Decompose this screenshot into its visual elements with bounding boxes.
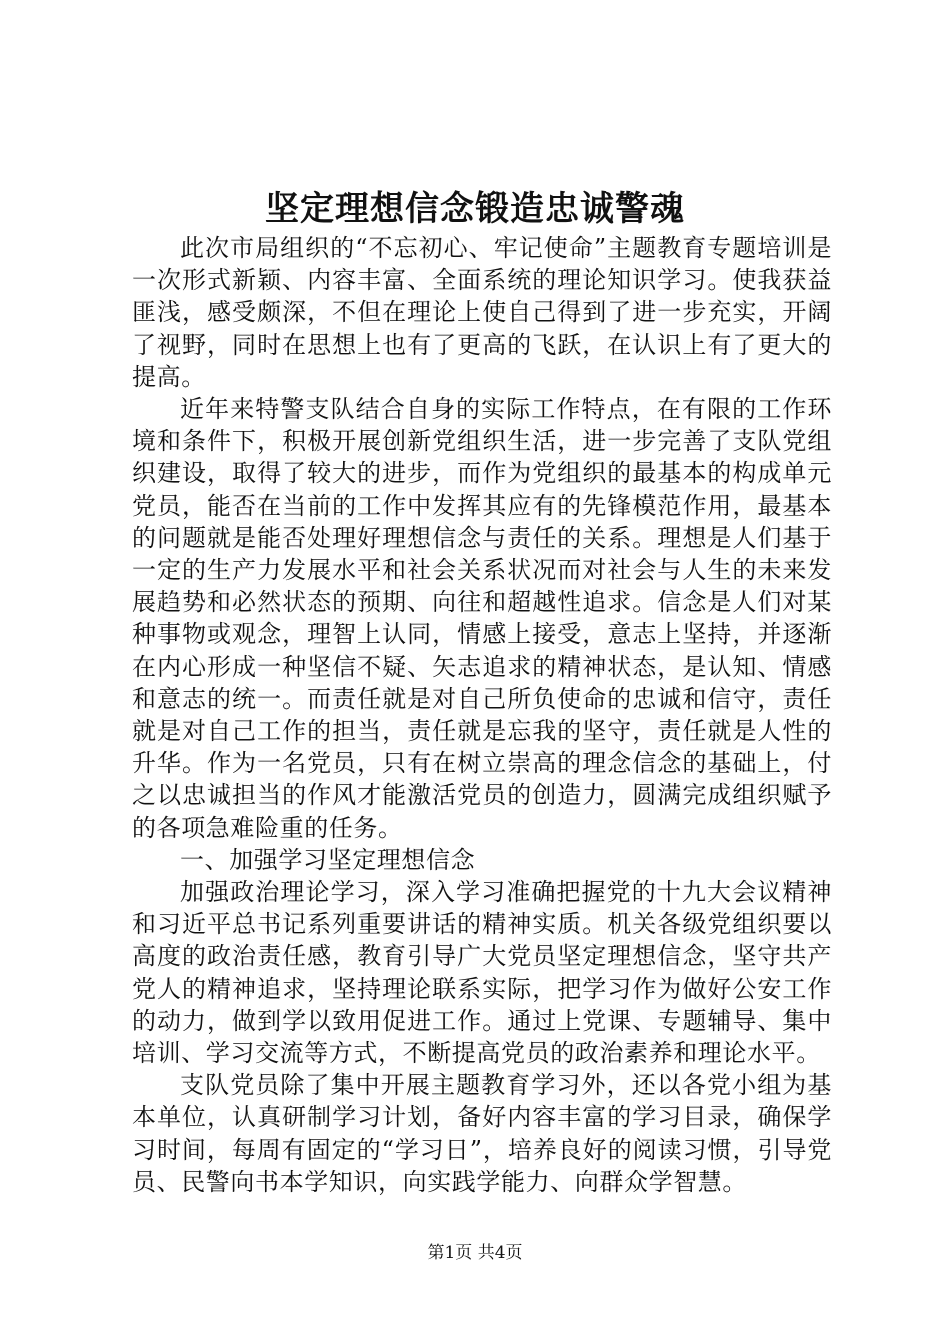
paragraph-ideals-responsibility: 近年来特警支队结合自身的实际工作特点，在有限的工作环境和条件下，积极开展创新党组织生活，进一步完善了支队党组织建设，取得了较大的进步，而作为党组织的最基本的构成单元党员，能否在当前的工作中发挥其应有的先锋模范作用，最基本的问题就是能否处理好理想信念与责任的关系。理想是人们基于一定的生产力发展水平和社会关系状况而对社会与人生的未来发展趋势和必然状态的预期、向往和超越性追求。信念是人们对某种事物或观念，理智上认同，情感上接受，意志上坚持，并逐渐在内心形成一种坚信不疑、矢志追求的精神状态，是认知、情感和意志的统一。而责任就是对自己所负使命的忠诚和信守，责任就是对自己工作的担当，责任就是忘我的坚守，责任就是人性的升华。作为一名党员，只有在树立崇高的理念信念的基础上，付之以忠诚担当的作风才能激活党员的创造力，圆满完成组织赋予的各项急难险重的任务。 (132, 395, 832, 842)
paragraph-study-plan: 支队党员除了集中开展主题教育学习外，还以各党小组为基本单位，认真研制学习计划，备好内容丰富的学习目录，确保学习时间，每周有固定的“学习日”，培养良好的阅读习惯，引导党员、民警向书本学知识，向实践学能力、向群众学智慧。 (132, 1071, 832, 1196)
document-title: 坚定理想信念锻造忠诚警魂 (265, 189, 685, 229)
document-body (132, 232, 832, 1198)
paragraph-political-study: 加强政治理论学习，深入学习准确把握党的十九大会议精神和习近平总书记系列重要讲话的精神实质。机关各级党组织要以高度的政治责任感，教育引导广大党员坚定理想信念，坚守共产党人的精神追求，坚持理论联系实际，把学习作为做好公安工作的动力，做到学以致用促进工作。通过上党课、专题辅导、集中培训、学习交流等方式，不断提高党员的政治素养和理论水平。 (132, 878, 832, 1068)
page-footer: 第1页 共4页 (427, 1243, 523, 1263)
paragraph-intro: 此次市局组织的“不忘初心、牢记使命”主题教育专题培训是一次形式新颖、内容丰富、全面系统的理论知识学习。使我获益匪浅，感受颇深，不但在理论上使自己得到了进一步充实，开阔了视野，同时在思想上也有了更高的飞跃，在认识上有了更大的提高。 (132, 234, 832, 391)
section-heading-1: 一、加强学习坚定理想信念 (180, 845, 476, 874)
